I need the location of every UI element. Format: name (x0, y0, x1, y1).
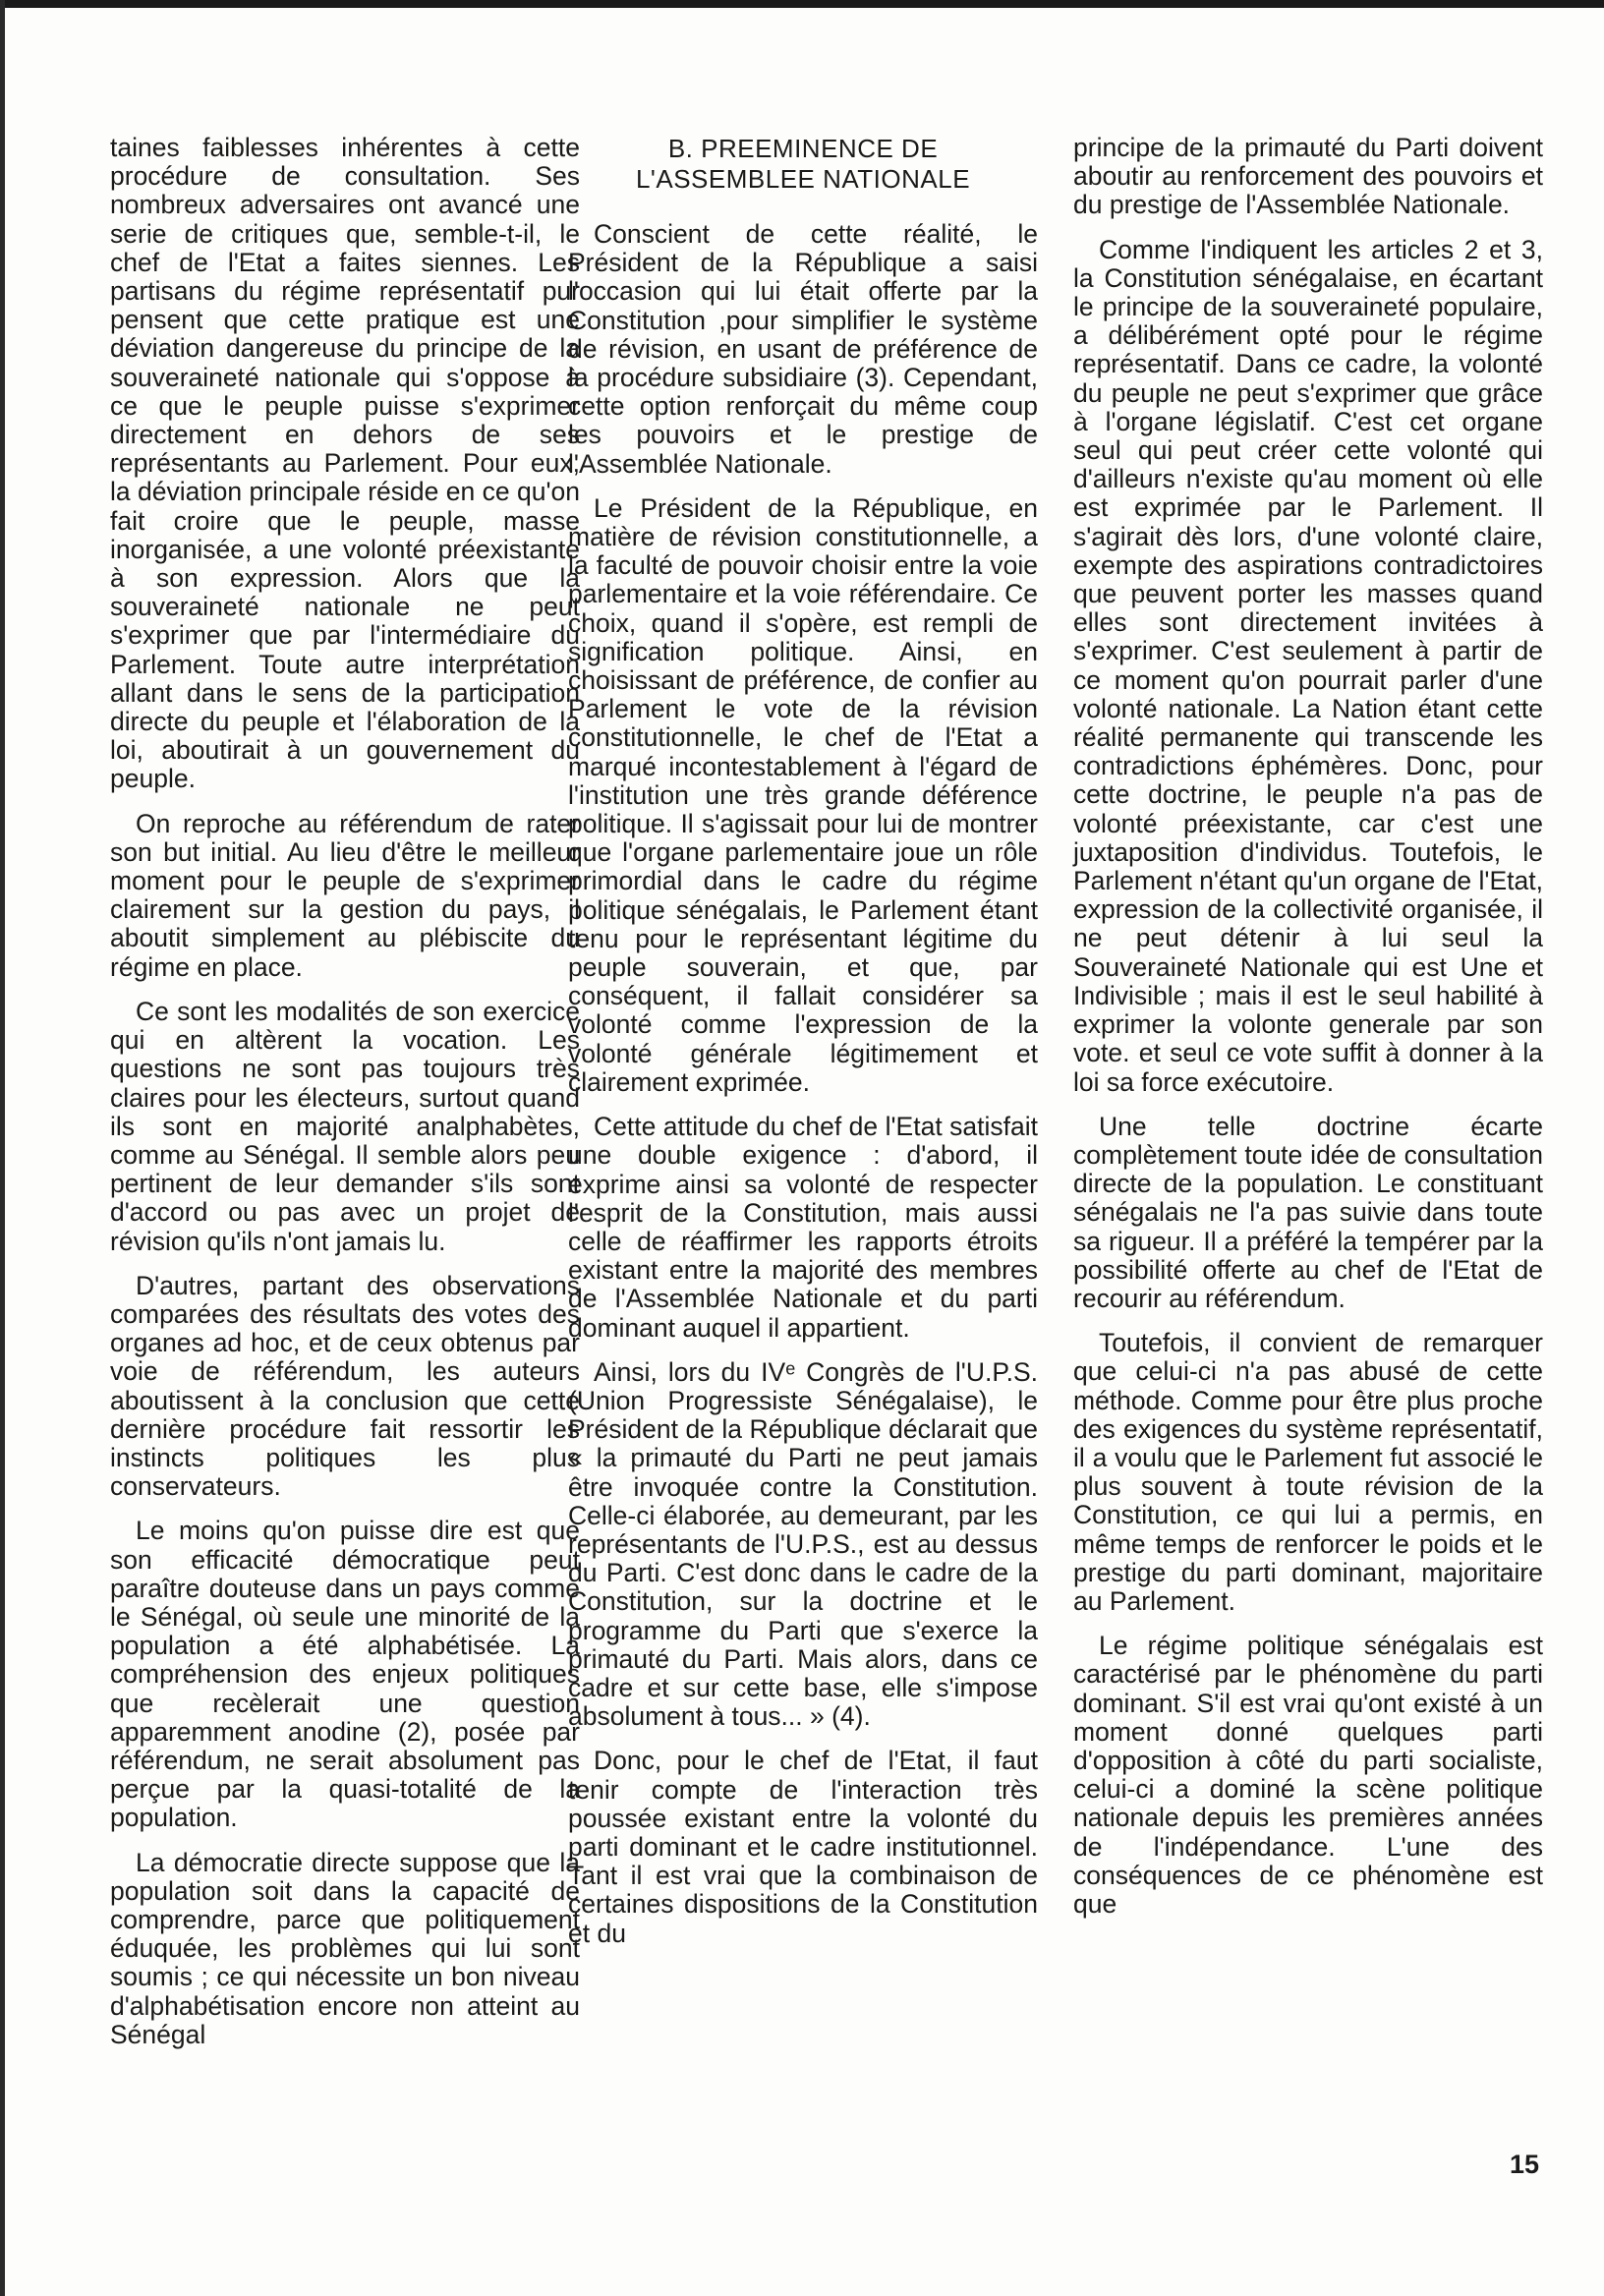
section-heading-line-1: B. PREEMINENCE DE (667, 134, 939, 163)
paragraph: On reproche au référendum de rater son but initial. Au lieu d'être le meilleur moment pour le peuple de s'exprimer clairement sur la gestion du pays, il aboutit simplement au plébiscite du régime en place. (110, 808, 580, 982)
paragraph: Ainsi, lors du IVᵉ Congrès de l'U.P.S. (Union Progressiste Sénégalaise), le Président de la République déclarait que « la primauté du Parti ne peut jamais être invoquée contre la Constitution. Celle-ci élaborée, au demeurant, par les représentants de l'U.P.S., est au dessus du Parti. C'est donc dans le cadre de la Constitution, sur la doctrine et le programme du Parti que s'exerce la primauté du Parti. Mais alors, dans ce cadre et sur cette base, elle s'impose absolument à tous... » (4). (568, 1356, 1038, 1732)
page-number: 15 (1510, 2150, 1540, 2179)
paragraph: principe de la primauté du Parti doivent aboutir au renforcement des pouvoirs et du prestige de l'Assemblée Nationale. (1073, 133, 1543, 220)
section-heading (568, 134, 1038, 195)
paragraph: Cette attitude du chef de l'Etat satisfait une double exigence : d'abord, il exprime ainsi sa volonté de respecter l'esprit de la Constitution, mais aussi celle de réaffirmer les rapports étroits existant entre la majorité des membres de l'Assemblée Nationale et du parti dominant auquel il appartient. (568, 1112, 1038, 1343)
left-border-rule (0, 0, 5, 2296)
text-column-3 (1073, 134, 1543, 1934)
paragraph: Le régime politique sénégalais est caractérisé par le phénomène du parti dominant. S'il est vrai qu'ont existé à un moment donné quelques parti d'opposition à côté du parti socialiste, celui-ci a dominé la scène politique nationale depuis les premières années de l'indépendance. L'une des conséquences de ce phénomène est que (1073, 1631, 1543, 1919)
paragraph: Ce sont les modalités de son exercice qui en altèrent la vocation. Les questions ne sont pas toujours très claires pour les électeurs, surtout quand ils sont en majorité analphabètes, comme au Sénégal. Il semble alors peu pertinent de leur demander s'ils sont d'accord ou pas avec un projet de révision qu'ils n'ont jamais lu. (110, 996, 580, 1256)
section-heading-line-2: L'ASSEMBLEE NATIONALE (635, 164, 971, 194)
paragraph: D'autres, partant des observations comparées des résultats des votes des organes ad hoc, et de ceux obtenus par voie de référendum, les auteurs aboutissent à la conclusion que cette dernière procédure fait ressortir les instincts politiques les plus conservateurs. (110, 1270, 580, 1502)
text-column-2 (568, 134, 1038, 1964)
paragraph: Toutefois, il convient de remarquer que celui-ci n'a pas abusé de cette méthode. Comme pour être plus proche des exigences du système représentatif, il a voulu que le Parlement fut associé le plus souvent à toute révision de la Constitution, ce qui lui a permis, en même temps de renforcer le poids et le prestige du parti dominant, majoritaire au Parlement. (1073, 1328, 1543, 1616)
paragraph: Le Président de la République, en matière de révision constitutionnelle, a la faculté de pouvoir choisir entre la voie parlementaire et la voie référendaire. Ce choix, quand il s'opère, est rempli de signification politique. Ainsi, en choisissant de préférence, de confier au Parlement le vote de la révision constitutionnelle, le chef de l'Etat a marqué incontestablement à l'égard de l'institution une très grande déférence politique. Il s'agissait pour lui de montrer que l'organe parlementaire joue un rôle primordial dans le cadre du régime politique sénégalais, le Parlement étant tenu pour le représentant légitime du peuple souverain, et que, par conséquent, il fallait considérer sa volonté comme l'expression de la volonté générale légitimement et clairement exprimée. (568, 492, 1038, 1097)
paragraph: taines faiblesses inhérentes à cette procédure de consultation. Ses nombreux adversaires ont avancé une serie de critiques que, semble-t-il, le chef de l'Etat a faites siennes. Les partisans du régime représentatif pur pensent que cette pratique est une déviation dangereuse du principe de la souveraineté nationale qui s'oppose à ce que le peuple puisse s'exprimer directement en dehors de ses représentants au Parlement. Pour eux, la déviation principale réside en ce qu'on fait croire que le peuple, masse inorganisée, a une volonté préexistante à son expression. Alors que la souveraineté nationale ne peut s'exprimer que par l'intermédiaire du Parlement. Toute autre interprétation allant dans le sens de la participation directe du peuple et l'élaboration de la loi, aboutirait à un gouvernement du peuple. (110, 133, 580, 794)
paragraph: Le moins qu'on puisse dire est que son efficacité démocratique peut paraître douteuse dans un pays comme le Sénégal, où seule une minorité de la population a été alphabétisée. La compréhension des enjeux politiques que recèlerait une question apparemment anodine (2), posée par référendum, ne serait absolument pas perçue par la quasi-totalité de la population. (110, 1516, 580, 1833)
paragraph: La démocratie directe suppose que la population soit dans la capacité de comprendre, parce que politiquement éduquée, les problèmes qui lui sont soumis ; ce qui nécessite un bon niveau d'alphabétisation encore non atteint au Sénégal (110, 1847, 580, 2049)
paragraph: Conscient de cette réalité, le Président de la République a saisi l'occasion qui lui était offerte par la Constitution ,pour simplifier le système de révision, en usant de préférence de la procédure subsidiaire (3). Cependant, cette option renforçait du même coup les pouvoirs et le prestige de l'Assemblée Nationale. (568, 219, 1038, 479)
paragraph: Comme l'indiquent les articles 2 et 3, la Constitution sénégalaise, en écartant le principe de la souveraineté populaire, a délibérément opté pour le régime représentatif. Dans ce cadre, la volonté du peuple ne peut s'exprimer que grâce à l'organe législatif. C'est cet organe seul qui peut créer cette volonté qui d'ailleurs n'existe qu'au moment où elle est exprimée par le Parlement. Il s'agirait dès lors, d'une volonté claire, exempte des aspirations contradictoires que peuvent porter les masses quand elles sont directement invitées à s'exprimer. C'est seulement à partir de ce moment qu'on pourrait parler d'une volonté nationale. La Nation étant cette réalité permanente qui transcende les contradictions éphémères. Donc, pour cette doctrine, le peuple n'a pas de volonté préexistante, car c'est une juxtaposition d'individus. Toutefois, le Parlement n'étant qu'un organe de l'Etat, expression de la collectivité organisée, il ne peut détenir à lui seul la Souveraineté Nationale qui est Une et Indivisible ; mais il est le seul habilité à exprimer la volonte generale par son vote. et seul ce vote suffit à donner à la loi sa force exécutoire. (1073, 234, 1543, 1097)
paragraph: Donc, pour le chef de l'Etat, il faut tenir compte de l'interaction très poussée existant entre la volonté du parti dominant et le cadre institutionnel. Tant il est vrai que la combinaison de certaines dispositions de la Constitution et du (568, 1746, 1038, 1948)
top-border-rule (0, 0, 1604, 8)
text-column-1 (110, 134, 580, 2065)
paragraph: Une telle doctrine écarte complètement toute idée de consultation directe de la population. Le constituant sénégalais ne l'a pas suivie dans toute sa rigueur. Il a préféré la tempérer par la possibilité offerte au chef de l'Etat de recourir au référendum. (1073, 1111, 1543, 1313)
